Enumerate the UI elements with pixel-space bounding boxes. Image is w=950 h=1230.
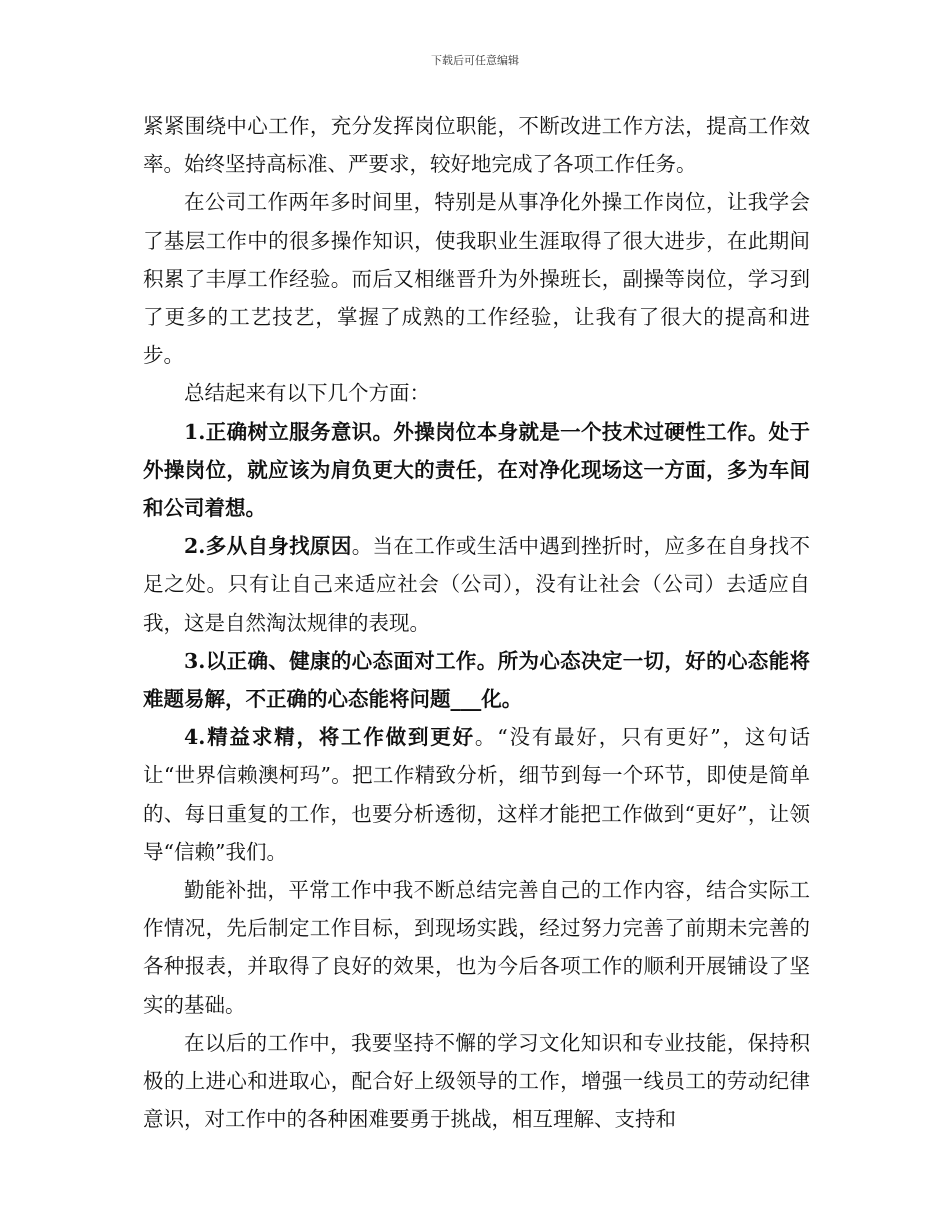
- point-4-heading: 4.精益求精，将工作做到更好: [184, 725, 475, 750]
- page-header: 下载后可任意编辑: [431, 54, 519, 67]
- point-4-body: 。“没有最好，只有更好”，这句话让“世界信赖澳柯玛”。把工作精致分析，细节到每一个环节，即使是简单的、每日重复的工作，也要分析透彻，这样才能把工作做到“更好”，让领导“信赖”我们。: [143, 725, 810, 864]
- paragraph-continuation: 紧紧围绕中心工作，充分发挥岗位职能，不断改进工作方法，提高工作效率。始终坚持高标准、严要求，较好地完成了各项工作任务。: [143, 114, 810, 177]
- paragraph-point-3: 3.以正确、健康的心态面对工作。所为心态决定一切，好的心态能将难题易解，不正确的心态能将问题___化。: [143, 648, 810, 712]
- point-2-heading: 2.多从自身找原因: [184, 534, 352, 559]
- paragraph-point-4: [143, 718, 810, 871]
- paragraph-summary-intro: 总结起来有以下几个方面：: [184, 381, 430, 406]
- paragraph-diligence: 勤能补拙，平常工作中我不断总结完善自己的工作内容，结合实际工作情况，先后制定工作目标，到现场实践，经过努力完善了前期未完善的各种报表，并取得了良好的效果，也为今后各项工作的顺利开展铺设了坚实的基础。: [143, 878, 810, 1017]
- paragraph-point-1: 1.正确树立服务意识。外操岗位本身就是一个技术过硬性工作。处于外操岗位，就应该为肩负更大的责任，在对净化现场这一方面，多为车间和公司着想。: [143, 419, 810, 521]
- document-body: [143, 107, 810, 1138]
- paragraph-future: 在以后的工作中，我要坚持不懈的学习文化知识和专业技能，保持积极的上进心和进取心，配合好上级领导的工作，增强一线员工的劳动纪律意识，对工作中的各种困难要勇于挑战，相互理解、支持和: [143, 1030, 810, 1132]
- point-2-body: 。当在工作或生活中遇到挫折时，应多在自身找不足之处。只有让自己来适应社会（公司），没有让社会（公司）去适应自我，这是自然淘汰规律的表现。: [143, 534, 810, 635]
- paragraph-point-2: [143, 527, 810, 642]
- paragraph-experience: 在公司工作两年多时间里，特别是从事净化外操工作岗位，让我学会了基层工作中的很多操作知识，使我职业生涯取得了很大进步，在此期间积累了丰厚工作经验。而后又相继晋升为外操班长，副操等岗位，学习到了更多的工艺技艺，掌握了成熟的工作经验，让我有了很大的提高和进步。: [143, 190, 810, 368]
